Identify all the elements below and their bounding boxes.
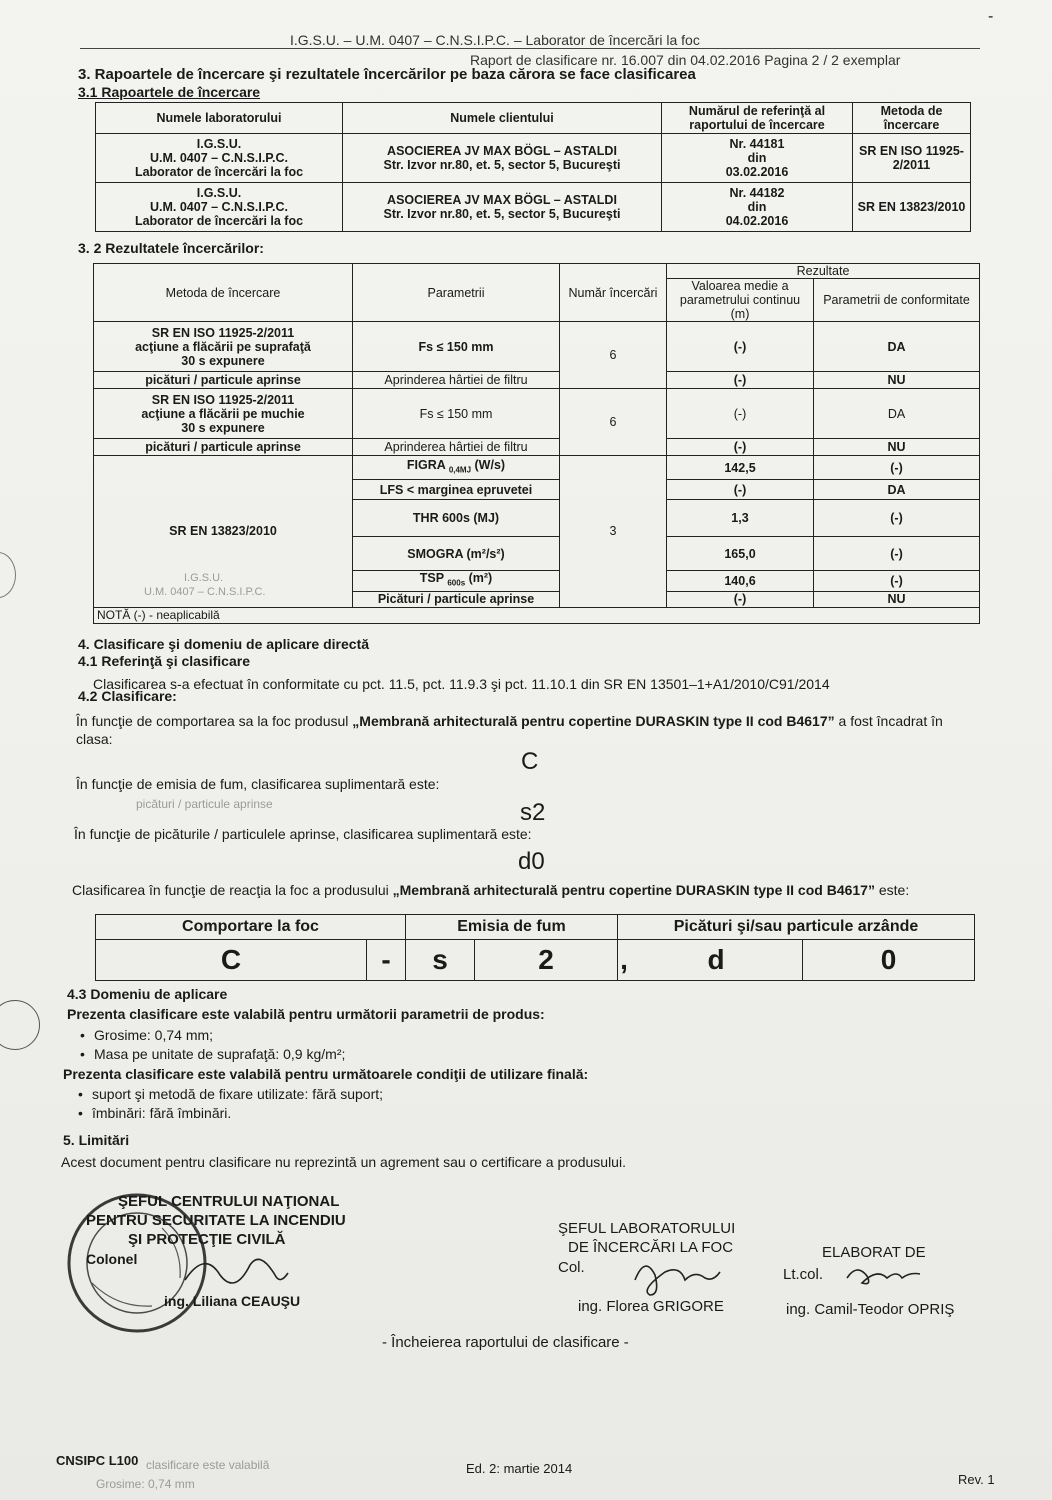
corner-mark: - [988,8,994,25]
show-through-text: Grosime: 0,74 mm [96,1477,195,1491]
value-smoke-letter: s [406,940,475,981]
left-signatory-title-line-2: PENTRU SECURITATE LA INCENDIU [86,1212,346,1229]
product-name: „Membrană arhitecturală pentru copertine DURASKIN type II cod B4617” [392,882,875,898]
conformity-cell: NU [814,591,980,607]
conformity-cell: (-) [814,456,980,480]
lab-line: Laborator de încercări la foc [134,165,304,179]
left-signatory-title-line-1: ŞEFUL CENTRULUI NAŢIONAL [118,1193,340,1210]
col-header-lab: Numele laboratorului [96,103,343,134]
mean-cell: (-) [667,480,814,500]
show-through-text: clasificare este valabilă [146,1458,270,1472]
method-cell: picături / particule aprinse [94,439,353,456]
section-3-2-title: 3. 2 Rezultatele încercărilor: [78,240,264,256]
right-signature-icon [842,1258,922,1293]
table-row [96,183,971,232]
show-through-text: picături / particule aprinse [136,797,273,811]
left-signatory-title-line-3: ŞI PROTECŢIE CIVILĂ [128,1231,286,1248]
header-droplets: Picături şi/sau particule arzânde [618,915,975,940]
conformity-cell: (-) [814,500,980,537]
classification-paragraph-3: În funcţie de picăturile / particulele aprinse, clasificarea suplimentară este: [74,826,532,842]
table-row [94,389,980,439]
footer-edition: Ed. 2: martie 2014 [466,1461,573,1476]
document-header-line: I.G.S.U. – U.M. 0407 – C.N.S.I.P.C. – Laborator de încercări la foc [290,32,700,48]
param-unit: (m²) [465,571,493,585]
lab-cell [96,134,343,183]
mean-cell: (-) [667,389,814,439]
method-cell: SR EN 13823/2010 [853,183,971,232]
final-classification-table [95,914,975,981]
mean-cell: 1,3 [667,500,814,537]
param-cell: LFS < marginea epruvetei [353,480,560,500]
table-row [94,372,980,389]
param-cell [353,571,560,592]
param-cell: THR 600s (MJ) [353,500,560,537]
col-header-method: Metoda de încercare [853,103,971,134]
right-signatory-title: ELABORAT DE [822,1244,926,1261]
list-item: • îmbinări: fără îmbinări. [92,1104,383,1123]
method-line: acţiune a flăcării pe muchie [141,406,305,421]
table-row [94,456,980,480]
list-item: • Grosime: 0,74 mm; [94,1026,345,1045]
col-header-method: Metoda de încercare [94,264,353,322]
lab-cell [96,183,343,232]
method-line: 30 s expunere [181,353,265,368]
table-row [94,607,980,623]
client-name: ASOCIEREA JV MAX BÖGL – ASTALDI [387,193,617,207]
param-cell: Fs ≤ 150 mm [353,322,560,372]
client-address: Str. Izvor nr.80, et. 5, sector 5, Bucureşti [383,158,621,172]
class-s2: s2 [520,799,546,826]
param-subscript: 0,4MJ [448,465,472,475]
right-signatory-name: ing. Camil-Teodor OPRIŞ [786,1301,955,1318]
list-item: • suport şi metodă de fixare utilizate: fără suport; [92,1085,383,1104]
footer-form-code: CNSIPC L100 [56,1453,139,1468]
class-d0: d0 [518,848,545,875]
lab-line: I.G.S.U. [196,186,242,200]
ref-date: 03.02.2016 [725,165,789,179]
param-name: FIGRA [406,457,446,472]
validity-statement-2: Prezenta clasificare este valabilă pentru următoarele condiţii de utilizare finală: [63,1066,589,1082]
mean-cell: (-) [667,322,814,372]
col-header-ref: Numărul de referinţă al raportului de încercare [662,103,853,134]
mean-cell: (-) [667,591,814,607]
mean-cell: (-) [667,439,814,456]
section-3-1-title: 3.1 Rapoartele de încercare [78,84,261,100]
param-cell: Picături / particule aprinse [353,591,560,607]
param-unit: (W/s) [471,457,506,472]
validity-statement-1: Prezenta clasificare este valabilă pentru următorii parametrii de produs: [67,1006,545,1022]
lab-line: Laborator de încercări la foc [134,214,304,228]
mean-cell: 165,0 [667,537,814,571]
paragraph-text: În funcţie de comportarea sa la foc produsul [76,713,353,729]
value-class: C [96,940,367,981]
section-4-3-title: 4.3 Domeniu de aplicare [67,986,228,1002]
middle-signature-icon [625,1250,725,1300]
value-smoke-number: 2 [475,940,618,981]
limitations-text: Acest document pentru clasificare nu reprezintă un agrement sau o certificare a produsului. [61,1154,626,1170]
value-separator: - [367,940,406,981]
param-cell: Fs ≤ 150 mm [353,389,560,439]
method-cell [94,389,353,439]
table-row [94,322,980,372]
col-header-count: Număr încercări [560,264,667,322]
test-reports-table [95,102,971,232]
header-fire-behaviour: Comportare la foc [96,915,406,940]
conformity-cell: DA [814,322,980,372]
section-4-2-title: 4.2 Clasificare: [78,688,177,704]
left-signatory-name: ing. Liliana CEAUŞU [164,1293,301,1309]
method-cell [94,456,353,608]
section-4-title: 4. Clasificare şi domeniu de aplicare directă [78,636,370,652]
list-item-text: Masa pe unitate de suprafaţă: 0,9 kg/m²; [94,1046,346,1062]
client-address: Str. Izvor nr.80, et. 5, sector 5, Bucureşti [383,207,621,221]
value-droplet-letter: d [630,940,803,981]
param-cell: SMOGRA (m²/s²) [353,537,560,571]
paragraph-text: a fost încadrat în clasa: [76,713,943,747]
product-parameters-list [72,1026,345,1064]
col-header-mean: Valoarea medie a parametrului continuu (m) [667,279,814,322]
client-name: ASOCIEREA JV MAX BÖGL – ASTALDI [387,144,617,158]
list-item [94,1045,345,1064]
col-header-params: Parametrii [353,264,560,322]
mean-cell: 142,5 [667,456,814,480]
classification-paragraph-4 [72,882,1002,899]
conformity-cell: DA [814,389,980,439]
middle-signatory-rank: Col. [558,1259,585,1276]
header-smoke-emission: Emisia de fum [406,915,618,940]
left-signatory-rank: Colonel [86,1251,138,1267]
method-cell [94,322,353,372]
show-through-text: I.G.S.U. [184,571,224,584]
method-line: 30 s expunere [181,420,265,435]
method-cell: picături / particule aprinse [94,372,353,389]
conformity-cell: DA [814,480,980,500]
param-cell: Aprinderea hârtiei de filtru [353,372,560,389]
section-4-1-title: 4.1 Referinţă şi clasificare [78,653,250,669]
classification-paragraph-1 [76,712,981,748]
conformity-cell: (-) [814,571,980,592]
param-name: TSP [419,571,444,585]
paragraph-text: Clasificarea în funcţie de reacţia la foc a produsului [72,882,393,898]
count-cell: 6 [560,322,667,389]
col-header-results: Rezultate [667,264,980,279]
ref-number: Nr. 44181 [729,137,785,151]
mean-cell: (-) [667,372,814,389]
header-rule [80,48,980,49]
punch-hole-mark [0,552,16,598]
lab-line: I.G.S.U. [196,137,242,151]
product-name: „Membrană arhitecturală pentru copertine DURASKIN type II cod B4617” [352,713,835,729]
method-line: SR EN ISO 11925-2/2011 [151,392,295,407]
ref-cell [662,134,853,183]
method-line: SR EN 13823/2010 [169,524,277,539]
class-c: C [521,748,539,775]
report-number-line: Raport de clasificare nr. 16.007 din 04.02.2016 Pagina 2 / 2 exemplar [470,52,901,68]
ref-din: din [747,151,767,165]
ref-number: Nr. 44182 [729,186,785,200]
right-signatory-rank: Lt.col. [783,1266,824,1283]
ref-cell [662,183,853,232]
method-line: SR EN ISO 11925-2/2011 [151,325,295,340]
count-cell: 6 [560,389,667,456]
left-signature-icon [180,1245,290,1300]
conformity-cell: NU [814,439,980,456]
ref-din: din [747,200,767,214]
client-cell [343,134,662,183]
classification-paragraph-2: În funcţie de emisia de fum, clasificarea suplimentară este: [76,776,440,792]
method-cell: SR EN ISO 11925-2/2011 [853,134,971,183]
table-note: NOTĂ (-) - neaplicabilă [94,607,980,623]
lab-line: U.M. 0407 – C.N.S.I.P.C. [149,151,289,165]
col-header-conformity: Parametrii de conformitate [814,279,980,322]
table-row [94,439,980,456]
table-row [96,134,971,183]
test-results-table [93,263,980,624]
middle-signatory-title-line-1: ŞEFUL LABORATORULUI [558,1220,736,1237]
show-through-text: U.M. 0407 – C.N.S.I.P.C. [144,585,266,598]
value-droplet-number: 0 [803,940,975,981]
middle-signatory-title-line-2: DE ÎNCERCĂRI LA FOC [568,1239,734,1256]
count-cell: 3 [560,456,667,608]
mean-cell: 140,6 [667,571,814,592]
end-use-conditions-list [70,1085,383,1123]
footer-revision: Rev. 1 [958,1472,995,1487]
paragraph-text: este: [874,882,910,898]
col-header-client: Numele clientului [343,103,662,134]
reference-text: Clasificarea s-a efectuat în conformitate cu pct. 11.5, pct. 11.9.3 şi pct. 11.10.1 din SR EN 13501–1+A1/2010/C91/2014 [93,676,830,692]
section-3-title: 3. Rapoartele de încercare şi rezultatele încercărilor pe baza cărora se face clasificarea [78,66,696,83]
conformity-cell: (-) [814,537,980,571]
lab-line: U.M. 0407 – C.N.S.I.P.C. [149,200,289,214]
middle-signatory-name: ing. Florea GRIGORE [578,1298,724,1315]
closing-line: - Încheierea raportului de clasificare - [382,1334,629,1351]
ref-date: 04.02.2016 [725,214,789,228]
method-line: acţiune a flăcării pe suprafaţă [135,339,311,354]
param-subscript: 600s [447,578,466,588]
value-separator: , [618,940,631,981]
client-cell [343,183,662,232]
param-cell [353,456,560,480]
param-cell: Aprinderea hârtiei de filtru [353,439,560,456]
punch-hole-mark [0,1000,40,1050]
conformity-cell: NU [814,372,980,389]
section-5-title: 5. Limitări [63,1132,130,1148]
